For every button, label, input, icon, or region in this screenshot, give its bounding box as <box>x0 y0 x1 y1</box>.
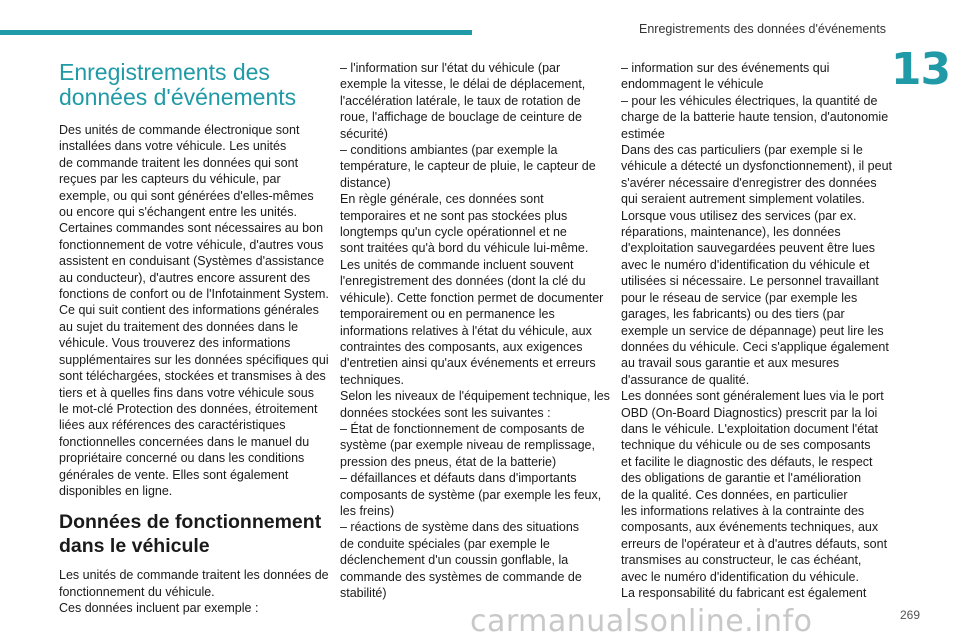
text-line: Les données sont généralement lues via le port <box>621 389 884 404</box>
text-line: d'entretien ainsi qu'aux événements et erreurs <box>340 356 596 371</box>
text-line: roue, l'affichage de bouclage de ceinture de <box>340 110 582 125</box>
text-line: techniques. <box>340 372 404 387</box>
chapter-number: 13 <box>890 44 951 95</box>
text-line: exemple la vitesse, le délai de déplacement, <box>340 77 586 92</box>
text-line: dans le véhicule. L'exploitation document l'état <box>621 421 879 436</box>
text-line: au travail sous garantie et aux mesures <box>621 356 840 371</box>
text-line: sont traitées qu'à bord du véhicule lui-même. <box>340 241 589 256</box>
text-line: s'avérer nécessaire d'enregistrer des données <box>621 175 877 190</box>
text-line: stabilité) <box>340 586 387 600</box>
text-line: – défaillances et défauts dans d'importants <box>340 471 577 486</box>
header-accent-bar <box>0 30 472 35</box>
text-line: température, le capteur de pluie, le capteur de <box>340 159 596 174</box>
text-line: charge de la batterie haute tension, d'autonomie <box>621 110 889 125</box>
section-heading <box>59 511 325 558</box>
text-line: pour le réseau de service (par exemple les <box>621 290 858 305</box>
text-line: d'assurance de qualité. <box>621 372 750 387</box>
text-line: avec le numéro d'identification du véhicule et <box>621 257 870 272</box>
text-line: réparations, maintenance), les données <box>621 225 841 240</box>
text-line: qui seraient autrement simplement volatiles. <box>621 192 865 207</box>
text-line: système (par exemple niveau de remplissage, <box>340 438 595 453</box>
text-line: générales de vente. Elles sont également <box>59 467 289 482</box>
text-line: l'enregistrement des données (dont la clé du <box>340 274 586 289</box>
text-line: pression des pneus, état de la batterie) <box>340 454 557 469</box>
text-line: de la qualité. Ces données, en particulier <box>621 487 848 502</box>
text-line: composants, aux événements techniques, aux <box>621 520 879 535</box>
text-line: Lorsque vous utilisez des services (par ex. <box>621 208 857 223</box>
text-line: fonctionnement de votre véhicule, d'autres vous <box>59 237 324 252</box>
text-line: distance) <box>340 175 391 190</box>
text-line: exemple, ou qui sont générées d'elles-mêmes <box>59 188 314 203</box>
text-line: avec le numéro d'identification du véhicule. <box>621 569 859 584</box>
text-line: et facilite le diagnostic des défauts, le respect <box>621 454 873 469</box>
text-line: sont téléchargées, stockées et transmises à des <box>59 369 326 384</box>
text-line: transmises au constructeur, le cas échéant, <box>621 553 862 568</box>
chapter-title: Enregistrements des données d'événements <box>639 22 886 36</box>
text-line: commande des systèmes de commande de <box>340 569 582 584</box>
column-1 <box>59 59 329 617</box>
heading-line: Données de fonctionnement <box>59 511 322 534</box>
text-line: les informations relatives à la contrainte des <box>621 503 865 518</box>
text-line: Ces données incluent par exemple : <box>59 601 259 616</box>
text-line: véhicule). Cette fonction permet de documenter <box>340 290 604 305</box>
text-line: endommagent le véhicule <box>621 77 764 92</box>
text-line: installées dans votre véhicule. Les unités <box>59 139 287 154</box>
text-line: l'accélération latérale, le taux de rotation de <box>340 93 581 108</box>
text-line: estimée <box>621 126 665 141</box>
text-line: exemple un service de dépannage) peut lire les <box>621 323 884 338</box>
text-line: technique du véhicule ou de ses composants <box>621 438 871 453</box>
text-line: les freins) <box>340 503 395 518</box>
page-number: 269 <box>900 608 921 622</box>
text-line: – conditions ambiantes (par exemple la <box>340 143 558 158</box>
text-line: disponibles en ligne. <box>59 483 173 498</box>
text-line: temporaires et ne sont pas stockées plus <box>340 208 568 223</box>
title-line: données d'événements <box>59 84 297 110</box>
section-paragraph <box>59 567 329 616</box>
intro-paragraph <box>59 122 329 499</box>
text-line: le mot-clé Protection des données, étroitement <box>59 401 318 416</box>
heading-line: dans le véhicule <box>59 534 210 557</box>
text-line: reçues par les capteurs du véhicule, par <box>59 172 281 187</box>
text-line: sécurité) <box>340 126 388 141</box>
text-line: – l'information sur l'état du véhicule (par <box>340 61 561 75</box>
text-line: véhicule. Vous trouverez des informations <box>59 336 291 351</box>
text-line: En règle générale, ces données sont <box>340 192 544 207</box>
text-line: données stockées sont les suivantes : <box>340 405 551 420</box>
text-line: données du véhicule. Ceci s'applique également <box>621 339 889 354</box>
text-line: temporairement ou en permanence les <box>340 307 555 322</box>
text-line: garages, les fabricants) ou des tiers (par <box>621 307 845 322</box>
text-line: contraintes des composants, aux exigences <box>340 339 583 354</box>
text-line: Certaines commandes sont nécessaires au bon <box>59 221 324 236</box>
text-line: – information sur des événements qui <box>621 61 830 75</box>
watermark: carmanualsonline.info <box>470 604 813 639</box>
text-line: déclenchement d'un coussin gonflable, la <box>340 553 569 568</box>
text-line: fonctionnement du véhicule. <box>59 584 215 599</box>
text-line: de conduite spéciales (par exemple le <box>340 536 550 551</box>
text-line: véhicule a détecté un dysfonctionnement), il peut <box>621 159 893 174</box>
text-line: supplémentaires sur les données spécifiques qui <box>59 352 329 367</box>
text-line: Selon les niveaux de l'équipement technique, les <box>340 389 610 404</box>
column-3 <box>621 60 893 601</box>
title-line: Enregistrements des <box>59 59 270 85</box>
text-line: assistent en conduisant (Systèmes d'assistance <box>59 254 325 269</box>
text-line: au sujet du traitement des données dans le <box>59 319 299 334</box>
text-line: des obligations de garantie et l'amélioration <box>621 471 862 486</box>
text-line: informations relatives à l'état du véhicule, aux <box>340 323 592 338</box>
text-line: – réactions de système dans des situations <box>340 520 580 535</box>
text-line: au conducteur), d'autres encore assurent des <box>59 270 311 285</box>
text-line: La responsabilité du fabricant est également <box>621 586 867 600</box>
text-line: d'exploitation sauvegardées peuvent être lues <box>621 241 875 256</box>
text-line: Dans des cas particuliers (par exemple si le <box>621 143 863 158</box>
text-line: – pour les véhicules électriques, la quantité de <box>621 93 878 108</box>
text-line: Les unités de commande traitent les données de <box>59 568 329 583</box>
text-line: tiers et à quelles fins dans votre véhicule sous <box>59 385 314 400</box>
text-line: liées aux références des caractéristiques <box>59 418 286 433</box>
column-2 <box>340 60 610 601</box>
text-line: fonctions de confort ou de l'Infotainment System. <box>59 287 329 302</box>
text-line: – État de fonctionnement de composants de <box>340 421 585 436</box>
text-line: OBD (On-Board Diagnostics) prescrit par la loi <box>621 405 878 420</box>
text-line: longtemps qu'un cycle opérationnel et ne <box>340 225 567 240</box>
text-line: Les unités de commande incluent souvent <box>340 257 574 272</box>
text-line: ou encore qui s'échangent entre les unités. <box>59 205 297 220</box>
text-line: Ce qui suit contient des informations générales <box>59 303 319 318</box>
text-line: Des unités de commande électronique sont <box>59 123 300 137</box>
text-line: de commande traitent les données qui sont <box>59 155 299 170</box>
text-line: utilisées si nécessaire. Le personnel travaillant <box>621 274 879 289</box>
page-title <box>59 60 325 110</box>
text-line: fonctionnelles concernées dans le manuel du <box>59 434 310 449</box>
text-line: erreurs de l'opérateur et à d'autres défauts, sont <box>621 536 888 551</box>
text-line: composants de système (par exemple les feux, <box>340 487 602 502</box>
text-line: propriétaire concerné ou dans les conditions <box>59 451 305 466</box>
